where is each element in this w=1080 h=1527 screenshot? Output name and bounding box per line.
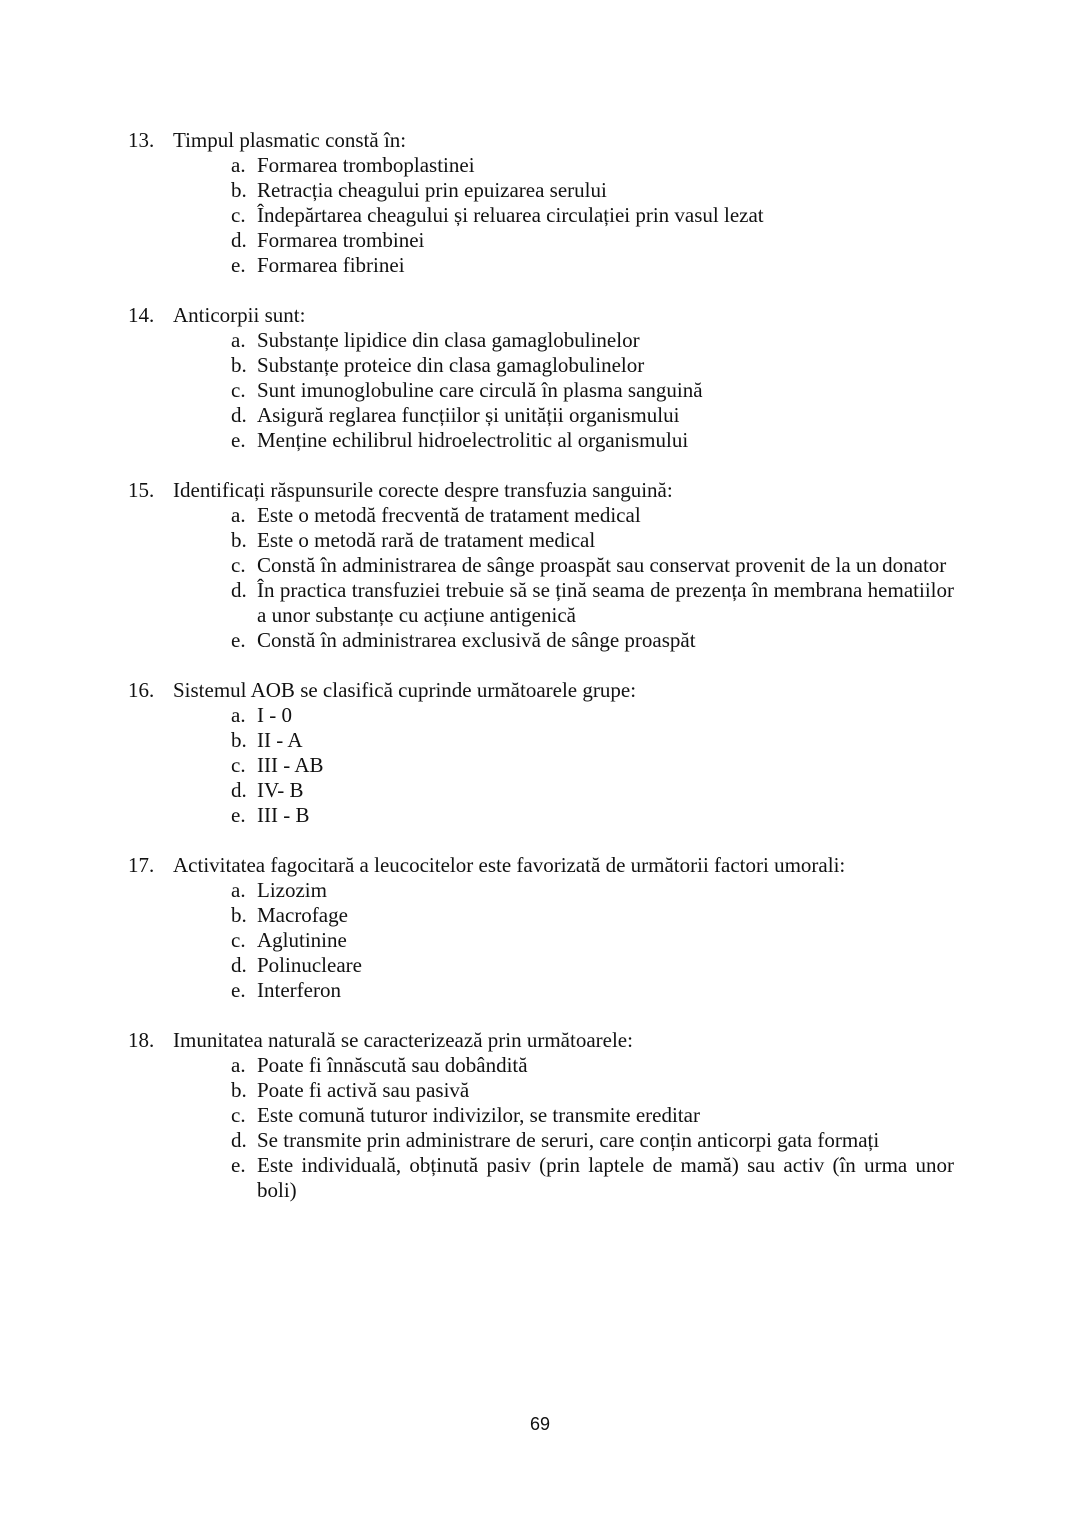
option-letter: a.	[231, 1053, 246, 1077]
option-letter: b.	[231, 1078, 247, 1102]
option-text: II - A	[257, 728, 303, 752]
option-text: Menține echilibrul hidroelectrolitic al organismului	[257, 428, 689, 452]
option-text: Este individuală, obținută pasiv (prin laptele de mamă) sau activ (în urma unor boli)	[257, 1153, 954, 1202]
option-letter: b.	[231, 903, 247, 927]
option-letter: a.	[231, 153, 246, 177]
option-b	[231, 178, 954, 203]
option-letter: d.	[231, 778, 247, 802]
option-text: IV- B	[257, 778, 304, 802]
question-text: Timpul plasmatic constă în:	[173, 128, 407, 152]
question-17	[128, 853, 954, 1003]
option-letter: c.	[231, 378, 246, 402]
option-letter: a.	[231, 503, 246, 527]
question-18	[128, 1028, 954, 1203]
option-b	[231, 353, 954, 378]
option-d	[231, 778, 954, 803]
option-a	[231, 328, 954, 353]
option-letter: e.	[231, 1153, 246, 1177]
option-text: Formarea fibrinei	[257, 253, 405, 277]
option-text: Formarea trombinei	[257, 228, 425, 252]
option-text: Este o metodă frecventă de tratament medical	[257, 503, 641, 527]
option-text: Lizozim	[257, 878, 327, 902]
option-list	[128, 1053, 954, 1203]
option-list	[128, 153, 954, 278]
option-text: Îndepărtarea cheagului și reluarea circulației prin vasul lezat	[257, 203, 764, 227]
option-b	[231, 1078, 954, 1103]
option-text: Aglutinine	[257, 928, 347, 952]
option-e	[231, 628, 954, 653]
option-letter: a.	[231, 878, 246, 902]
option-c	[231, 378, 954, 403]
option-b	[231, 728, 954, 753]
option-a	[231, 153, 954, 178]
option-letter: c.	[231, 553, 246, 577]
option-c	[231, 928, 954, 953]
option-d	[231, 228, 954, 253]
option-a	[231, 878, 954, 903]
question-number: 14.	[128, 303, 155, 327]
question-text: Sistemul AOB se clasifică cuprinde următoarele grupe:	[173, 678, 637, 702]
option-letter: c.	[231, 928, 246, 952]
option-a	[231, 703, 954, 728]
option-e	[231, 253, 954, 278]
page-number: 69	[529, 1414, 551, 1434]
option-d	[231, 403, 954, 428]
option-e	[231, 428, 954, 453]
option-c	[231, 1103, 954, 1128]
option-letter: c.	[231, 203, 246, 227]
question-stem	[128, 128, 954, 153]
option-text: Retracția cheagului prin epuizarea serului	[257, 178, 607, 202]
option-letter: e.	[231, 803, 246, 827]
option-letter: e.	[231, 428, 246, 452]
question-stem	[128, 303, 954, 328]
option-letter: c.	[231, 1103, 246, 1127]
option-text: Asigură reglarea funcțiilor și unității organismului	[257, 403, 680, 427]
option-list	[128, 878, 954, 1003]
question-number: 13.	[128, 128, 155, 152]
option-text: Polinucleare	[257, 953, 362, 977]
question-stem	[128, 853, 954, 878]
question-text: Activitatea fagocitară a leucocitelor este favorizată de următorii factori umorali:	[173, 853, 846, 877]
option-d	[231, 953, 954, 978]
option-a	[231, 1053, 954, 1078]
option-letter: e.	[231, 628, 246, 652]
option-letter: e.	[231, 978, 246, 1002]
option-e	[231, 1153, 954, 1203]
option-text: III - AB	[257, 753, 324, 777]
question-13	[128, 128, 954, 278]
option-text: Macrofage	[257, 903, 348, 927]
option-letter: a.	[231, 328, 246, 352]
option-text: Constă în administrarea exclusivă de sânge proaspăt	[257, 628, 696, 652]
option-b	[231, 903, 954, 928]
option-letter: c.	[231, 753, 246, 777]
option-a	[231, 503, 954, 528]
option-letter: a.	[231, 703, 246, 727]
option-e	[231, 978, 954, 1003]
option-c	[231, 753, 954, 778]
option-text: III - B	[257, 803, 310, 827]
question-text: Anticorpii sunt:	[173, 303, 306, 327]
question-text: Imunitatea naturală se caracterizează prin următoarele:	[173, 1028, 633, 1052]
option-d	[231, 1128, 954, 1153]
option-text: Se transmite prin administrare de seruri, care conțin anticorpi gata formați	[257, 1128, 880, 1152]
option-letter: d.	[231, 403, 247, 427]
option-letter: d.	[231, 953, 247, 977]
option-c	[231, 203, 954, 228]
option-text: Substanțe proteice din clasa gamaglobulinelor	[257, 353, 645, 377]
question-stem	[128, 1028, 954, 1053]
question-list	[128, 128, 954, 1228]
option-list	[128, 503, 954, 653]
option-letter: b.	[231, 528, 247, 552]
option-text: Poate fi activă sau pasivă	[257, 1078, 470, 1102]
option-d	[231, 578, 954, 628]
option-text: Sunt imunoglobuline care circulă în plasma sanguină	[257, 378, 703, 402]
option-letter: d.	[231, 1128, 247, 1152]
option-letter: b.	[231, 178, 247, 202]
option-letter: d.	[231, 228, 247, 252]
option-letter: b.	[231, 728, 247, 752]
question-number: 18.	[128, 1028, 155, 1052]
option-b	[231, 528, 954, 553]
option-list	[128, 328, 954, 453]
option-text: Este o metodă rară de tratament medical	[257, 528, 596, 552]
option-text: În practica transfuziei trebuie să se țină seama de prezența în membrana hematiilor a unor substanțe cu acțiune antigenică	[257, 578, 954, 627]
option-text: Poate fi înnăscută sau dobândită	[257, 1053, 528, 1077]
question-number: 15.	[128, 478, 155, 502]
option-letter: d.	[231, 578, 247, 602]
question-14	[128, 303, 954, 453]
option-text: Este comună tuturor indivizilor, se transmite ereditar	[257, 1103, 700, 1127]
option-letter: b.	[231, 353, 247, 377]
option-e	[231, 803, 954, 828]
option-c	[231, 553, 954, 578]
option-text: Formarea tromboplastinei	[257, 153, 475, 177]
option-text: I - 0	[257, 703, 292, 727]
option-list	[128, 703, 954, 828]
question-number: 17.	[128, 853, 155, 877]
question-16	[128, 678, 954, 828]
question-stem	[128, 678, 954, 703]
option-text: Constă în administrarea de sânge proaspăt sau conservat provenit de la un donator	[257, 553, 947, 577]
question-number: 16.	[128, 678, 155, 702]
option-text: Interferon	[257, 978, 341, 1002]
question-text: Identificați răspunsurile corecte despre transfuzia sanguină:	[173, 478, 673, 502]
question-stem	[128, 478, 954, 503]
option-letter: e.	[231, 253, 246, 277]
option-text: Substanțe lipidice din clasa gamaglobulinelor	[257, 328, 640, 352]
question-15	[128, 478, 954, 653]
